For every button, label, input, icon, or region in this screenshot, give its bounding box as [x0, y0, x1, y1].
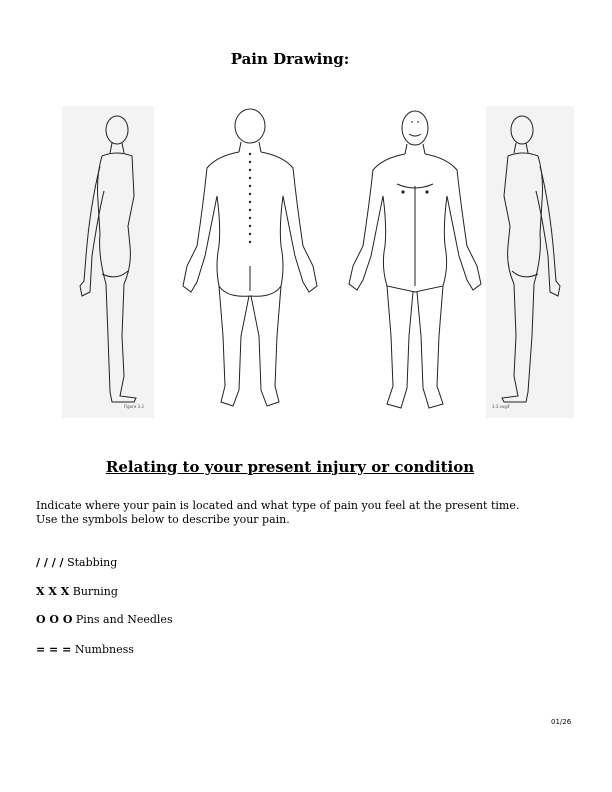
front-view-svg — [347, 106, 497, 418]
legend-item-burning — [36, 585, 118, 598]
legend-symbol: O O O — [36, 613, 73, 626]
side-view-right-svg — [482, 106, 574, 418]
back-view-svg — [177, 106, 327, 418]
figure-caption-left: Figure 3.3 — [124, 404, 144, 409]
legend-label: Pins and Needles — [75, 613, 173, 626]
side-view-left-svg — [62, 106, 162, 418]
figure-caption-right: 3.3 ∂ugiF — [492, 404, 511, 409]
legend-symbol: / / / / — [36, 556, 64, 569]
legend-label: Numbness — [74, 643, 134, 656]
legend-label: Stabbing — [67, 556, 118, 569]
body-diagram-figures — [62, 100, 574, 420]
page-number: 01/26 — [551, 718, 572, 726]
front-view-figure — [347, 106, 497, 418]
page-title: Pain Drawing: — [230, 50, 350, 68]
legend-item-numbness — [36, 643, 134, 656]
back-view-figure — [177, 106, 327, 418]
side-view-left-figure — [62, 106, 162, 418]
legend-symbol: = = = — [36, 643, 72, 656]
legend-item-stabbing — [36, 556, 117, 569]
legend-item-pins-needles — [36, 613, 173, 626]
legend-label: Burning — [72, 585, 118, 598]
section-heading: Relating to your present injury or condition — [105, 458, 475, 476]
side-view-right-figure — [482, 106, 574, 418]
instructions-line-2: Use the symbols below to describe your pain. — [36, 513, 290, 526]
instructions-paragraph — [36, 499, 576, 527]
instructions-line-1: Indicate where your pain is located and what type of pain you feel at the present time. — [36, 499, 520, 512]
legend-symbol: X X X — [36, 585, 70, 598]
